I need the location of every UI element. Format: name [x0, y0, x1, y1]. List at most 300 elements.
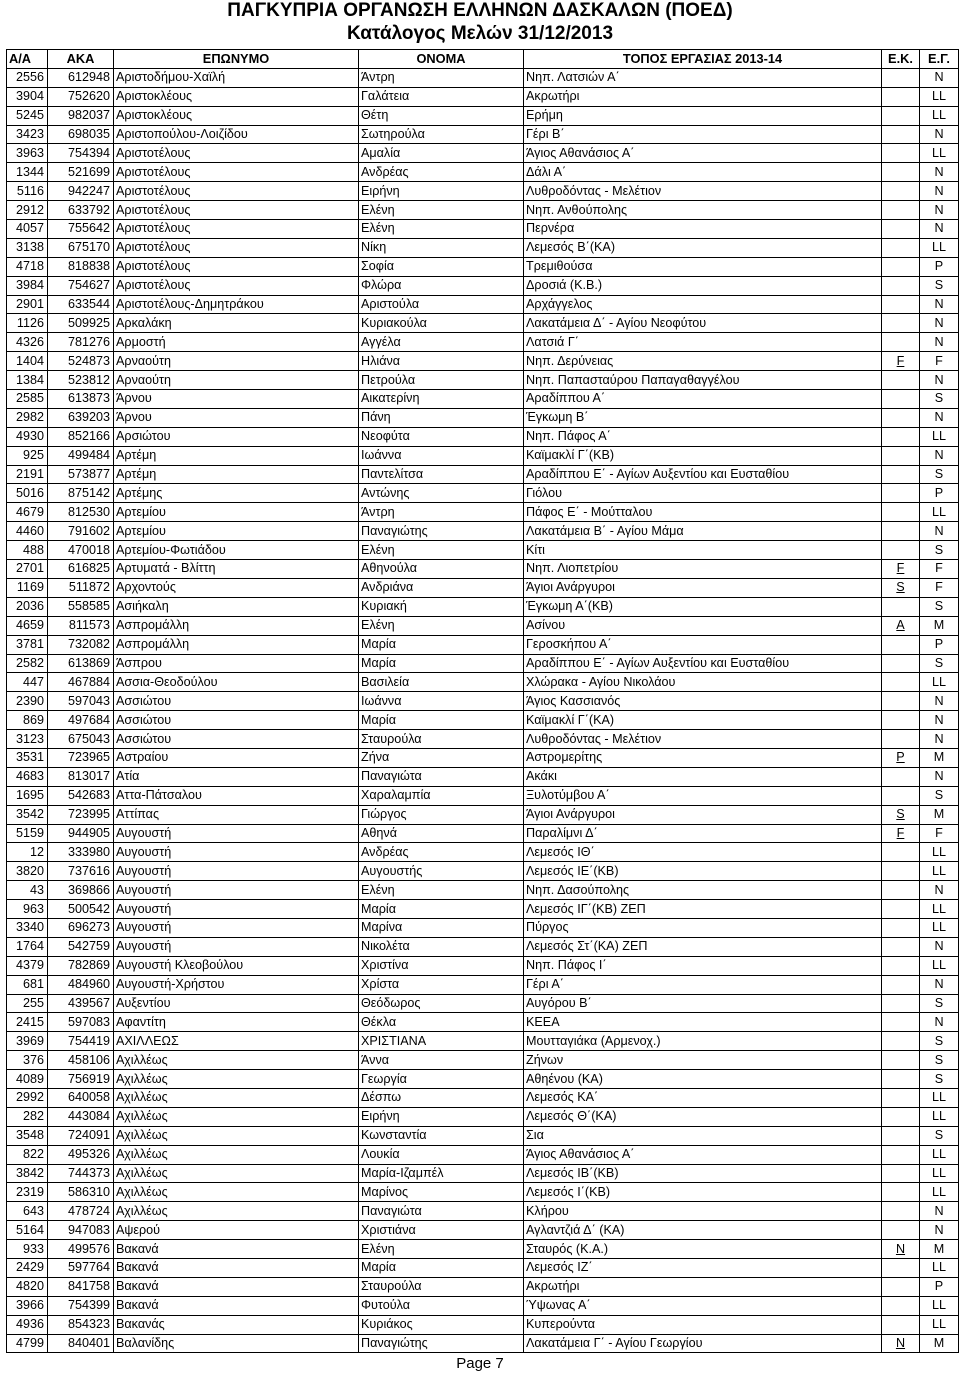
table-row: [7, 597, 959, 616]
cell-surname: Αριστοτέλους-Δημητράκου: [114, 295, 359, 314]
cell-surname: Αρτέμη: [114, 446, 359, 465]
cell-surname: Ασσιώτου: [114, 730, 359, 749]
cell-ek: [882, 900, 920, 919]
cell-ek: [882, 730, 920, 749]
table-row: [7, 635, 959, 654]
cell-name: Ανδρέας: [359, 163, 524, 182]
table-row: [7, 843, 959, 862]
cell-ek: [882, 106, 920, 125]
table-row: [7, 1259, 959, 1278]
cell-eg: S: [920, 654, 959, 673]
cell-ek: [882, 843, 920, 862]
table-row: [7, 862, 959, 881]
cell-workplace: Άγιοι Ανάργυροι: [524, 578, 882, 597]
cell-workplace: Λεμεσός ΚΑ΄: [524, 1088, 882, 1107]
cell-eg: N: [920, 333, 959, 352]
cell-aa: 3963: [7, 144, 48, 163]
cell-name: Μαρία: [359, 635, 524, 654]
cell-surname: Αρτεμίου: [114, 522, 359, 541]
cell-aka: 470018: [48, 541, 114, 560]
cell-ek: [882, 1183, 920, 1202]
cell-aka: 854323: [48, 1315, 114, 1334]
cell-aa: 282: [7, 1107, 48, 1126]
cell-surname: Αριστοπούλου-Λοιζίδου: [114, 125, 359, 144]
cell-workplace: Αραδίππου Ε΄ - Αγίων Αυξεντίου και Ευσταθίου: [524, 654, 882, 673]
cell-eg: F: [920, 824, 959, 843]
col-header-eg: Ε.Γ.: [920, 50, 959, 69]
cell-name: Πάνη: [359, 408, 524, 427]
cell-aka: 754394: [48, 144, 114, 163]
cell-surname: Αυγουστή: [114, 843, 359, 862]
cell-name: Χρίστα: [359, 975, 524, 994]
cell-workplace: Λυθροδόντας - Μελέτιον: [524, 182, 882, 201]
cell-workplace: Γέρι Α΄: [524, 975, 882, 994]
cell-name: Ελένη: [359, 616, 524, 635]
cell-aka: 573877: [48, 465, 114, 484]
cell-eg: LL: [920, 956, 959, 975]
cell-eg: N: [920, 371, 959, 390]
cell-ek: [882, 1070, 920, 1089]
cell-ek: [882, 522, 920, 541]
cell-aa: 3542: [7, 805, 48, 824]
cell-name: Μαρίνα: [359, 918, 524, 937]
table-row: [7, 1334, 959, 1353]
cell-eg: S: [920, 1126, 959, 1145]
cell-surname: Αχιλλέως: [114, 1126, 359, 1145]
cell-aa: 2701: [7, 560, 48, 579]
cell-aka: 458106: [48, 1051, 114, 1070]
cell-aka: 723995: [48, 805, 114, 824]
table-row: [7, 541, 959, 560]
cell-aa: 4659: [7, 616, 48, 635]
cell-name: Γεωργία: [359, 1070, 524, 1089]
cell-ek: N: [882, 1240, 920, 1259]
cell-ek: [882, 125, 920, 144]
table-row: [7, 673, 959, 692]
cell-name: Νεοφύτα: [359, 427, 524, 446]
cell-workplace: Λεμεσός Θ΄(ΚΑ): [524, 1107, 882, 1126]
cell-name: Ιωάννα: [359, 446, 524, 465]
cell-aa: 3340: [7, 918, 48, 937]
cell-aa: 2992: [7, 1088, 48, 1107]
cell-workplace: Δροσιά (Κ.Β.): [524, 276, 882, 295]
cell-aa: 2585: [7, 390, 48, 409]
cell-surname: Αρκαλάκη: [114, 314, 359, 333]
cell-aka: 497684: [48, 711, 114, 730]
cell-surname: Αρτυματά - Βλίττη: [114, 560, 359, 579]
cell-surname: Αυγουστή: [114, 862, 359, 881]
cell-ek: [882, 1126, 920, 1145]
cell-name: Σωτηρούλα: [359, 125, 524, 144]
cell-workplace: Αστρομερίτης: [524, 748, 882, 767]
cell-aa: 3984: [7, 276, 48, 295]
table-row: [7, 1070, 959, 1089]
cell-aa: 4718: [7, 257, 48, 276]
cell-aa: 3820: [7, 862, 48, 881]
cell-workplace: Χλώρακα - Αγίου Νικολάου: [524, 673, 882, 692]
col-header-surname: ΕΠΩΝΥΜΟ: [114, 50, 359, 69]
table-row: [7, 465, 959, 484]
cell-ek: [882, 786, 920, 805]
cell-eg: N: [920, 767, 959, 786]
table-row: [7, 68, 959, 87]
cell-eg: N: [920, 692, 959, 711]
cell-ek: [882, 597, 920, 616]
cell-eg: LL: [920, 427, 959, 446]
cell-name: Ανδριάνα: [359, 578, 524, 597]
cell-aa: 2390: [7, 692, 48, 711]
cell-workplace: Ερήμη: [524, 106, 882, 125]
cell-surname: Αρμοστή: [114, 333, 359, 352]
table-row: [7, 900, 959, 919]
cell-workplace: Λακατάμεια Γ΄ - Αγίου Γεωργίου: [524, 1334, 882, 1353]
cell-aka: 521699: [48, 163, 114, 182]
cell-eg: LL: [920, 918, 959, 937]
cell-eg: N: [920, 881, 959, 900]
cell-name: Μαρίνος: [359, 1183, 524, 1202]
cell-surname: Ασιήκαλη: [114, 597, 359, 616]
cell-eg: M: [920, 1240, 959, 1259]
cell-eg: N: [920, 163, 959, 182]
cell-eg: N: [920, 201, 959, 220]
cell-surname: Ασπρομάλλη: [114, 635, 359, 654]
cell-workplace: Λυθροδόντας - Μελέτιον: [524, 730, 882, 749]
table-row: [7, 654, 959, 673]
page-number: Page 7: [456, 1355, 504, 1372]
cell-eg: P: [920, 257, 959, 276]
cell-ek: [882, 1221, 920, 1240]
cell-surname: Αριστοτέλους: [114, 276, 359, 295]
cell-aka: 812530: [48, 503, 114, 522]
cell-eg: S: [920, 1032, 959, 1051]
cell-ek: [882, 465, 920, 484]
cell-surname: Βακανάς: [114, 1315, 359, 1334]
table-row: [7, 1013, 959, 1032]
cell-name: Φλώρα: [359, 276, 524, 295]
cell-surname: Ασσιώτου: [114, 711, 359, 730]
cell-aa: 4089: [7, 1070, 48, 1089]
cell-eg: LL: [920, 1088, 959, 1107]
cell-aka: 744373: [48, 1164, 114, 1183]
cell-workplace: Αυγόρου Β΄: [524, 994, 882, 1013]
cell-surname: Αριστοτέλους: [114, 257, 359, 276]
cell-aka: 754399: [48, 1296, 114, 1315]
cell-workplace: Λεμεσός ΙΕ΄(ΚΒ): [524, 862, 882, 881]
cell-workplace: Άγιος Κασσιανός: [524, 692, 882, 711]
table-row: [7, 1183, 959, 1202]
cell-eg: S: [920, 390, 959, 409]
cell-workplace: Αραδίππου Α΄: [524, 390, 882, 409]
cell-ek: [882, 862, 920, 881]
cell-aa: 643: [7, 1202, 48, 1221]
cell-name: Παντελίτσα: [359, 465, 524, 484]
cell-aa: 1764: [7, 937, 48, 956]
cell-name: Αθηνούλα: [359, 560, 524, 579]
table-row: [7, 371, 959, 390]
cell-ek: [882, 541, 920, 560]
cell-surname: Αριστοκλέους: [114, 106, 359, 125]
cell-eg: S: [920, 541, 959, 560]
col-header-aa: Α/Α: [7, 50, 48, 69]
cell-workplace: Άγιος Αθανάσιος Α΄: [524, 144, 882, 163]
cell-surname: Βακανά: [114, 1240, 359, 1259]
cell-eg: S: [920, 994, 959, 1013]
table-row: [7, 956, 959, 975]
cell-workplace: Νηπ. Πάφος Ι΄: [524, 956, 882, 975]
cell-aka: 597043: [48, 692, 114, 711]
cell-ek: A: [882, 616, 920, 635]
cell-name: Ελένη: [359, 541, 524, 560]
cell-ek: [882, 276, 920, 295]
cell-eg: N: [920, 1221, 959, 1240]
cell-surname: Αψερού: [114, 1221, 359, 1240]
table-row: [7, 730, 959, 749]
cell-ek: [882, 1259, 920, 1278]
table-row: [7, 748, 959, 767]
cell-aka: 613869: [48, 654, 114, 673]
cell-name: Δέσπω: [359, 1088, 524, 1107]
cell-ek: [882, 503, 920, 522]
table-row: [7, 1145, 959, 1164]
cell-aka: 841758: [48, 1277, 114, 1296]
cell-name: Κυριάκος: [359, 1315, 524, 1334]
cell-surname: Αυξεντίου: [114, 994, 359, 1013]
cell-aa: 963: [7, 900, 48, 919]
cell-workplace: Άγιος Αθανάσιος Α΄: [524, 1145, 882, 1164]
table-row: [7, 1277, 959, 1296]
cell-aka: 542683: [48, 786, 114, 805]
cell-ek: [882, 711, 920, 730]
cell-ek: [882, 257, 920, 276]
cell-aka: 675170: [48, 238, 114, 257]
cell-workplace: Νηπ. Λατσιών Α΄: [524, 68, 882, 87]
col-header-workplace: ΤΟΠΟΣ ΕΡΓΑΣΙΑΣ 2013-14: [524, 50, 882, 69]
cell-eg: N: [920, 446, 959, 465]
cell-surname: Αριστοτέλους: [114, 163, 359, 182]
cell-ek: [882, 881, 920, 900]
cell-eg: N: [920, 1013, 959, 1032]
cell-surname: Βαλανίδης: [114, 1334, 359, 1353]
cell-aa: 822: [7, 1145, 48, 1164]
cell-aa: 5164: [7, 1221, 48, 1240]
cell-aa: 3842: [7, 1164, 48, 1183]
cell-ek: [882, 1051, 920, 1070]
cell-surname: Ασσια-Θεοδούλου: [114, 673, 359, 692]
cell-name: Γιώργος: [359, 805, 524, 824]
cell-workplace: Γιόλου: [524, 484, 882, 503]
cell-eg: LL: [920, 1183, 959, 1202]
cell-name: Χριστιάνα: [359, 1221, 524, 1240]
cell-eg: N: [920, 975, 959, 994]
cell-ek: [882, 673, 920, 692]
table-row: [7, 711, 959, 730]
cell-workplace: Ξυλοτύμβου Α΄: [524, 786, 882, 805]
cell-workplace: Σταυρός (Κ.Α.): [524, 1240, 882, 1259]
cell-aka: 696273: [48, 918, 114, 937]
cell-workplace: Κυπερούντα: [524, 1315, 882, 1334]
cell-aka: 732082: [48, 635, 114, 654]
table-row: [7, 1240, 959, 1259]
cell-ek: S: [882, 578, 920, 597]
cell-workplace: Νηπ. Ανθούπολης: [524, 201, 882, 220]
cell-ek: [882, 692, 920, 711]
cell-eg: S: [920, 786, 959, 805]
cell-aka: 509925: [48, 314, 114, 333]
table-row: [7, 408, 959, 427]
cell-workplace: Ακρωτήρι: [524, 1277, 882, 1296]
cell-surname: Αριστοκλέους: [114, 87, 359, 106]
table-row: [7, 994, 959, 1013]
cell-name: Χαραλαμπία: [359, 786, 524, 805]
cell-surname: Αριστοτέλους: [114, 182, 359, 201]
cell-eg: N: [920, 182, 959, 201]
cell-surname: Ασπρομάλλη: [114, 616, 359, 635]
cell-ek: [882, 1202, 920, 1221]
table-row: [7, 125, 959, 144]
cell-workplace: Πάφος Ε΄ - Μούτταλου: [524, 503, 882, 522]
cell-name: Άντρη: [359, 68, 524, 87]
cell-ek: [882, 144, 920, 163]
cell-surname: Αυγουστή: [114, 824, 359, 843]
cell-aka: 723965: [48, 748, 114, 767]
table-row: [7, 446, 959, 465]
cell-surname: Αχιλλέως: [114, 1088, 359, 1107]
cell-workplace: Κίτι: [524, 541, 882, 560]
cell-surname: Αρναούτη: [114, 371, 359, 390]
cell-surname: Αριστοτέλους: [114, 144, 359, 163]
cell-workplace: Λεμεσός ΙΒ΄(ΚΒ): [524, 1164, 882, 1183]
cell-workplace: Νηπ. Δερύνειας: [524, 352, 882, 371]
cell-ek: [882, 314, 920, 333]
cell-aa: 3548: [7, 1126, 48, 1145]
cell-aka: 633544: [48, 295, 114, 314]
cell-aa: 3423: [7, 125, 48, 144]
cell-aka: 558585: [48, 597, 114, 616]
cell-aa: 1695: [7, 786, 48, 805]
cell-eg: N: [920, 68, 959, 87]
cell-surname: Αρτέμης: [114, 484, 359, 503]
table-row: [7, 314, 959, 333]
document-title: ΠΑΓΚΥΠΡΙΑ ΟΡΓΑΝΩΣΗ ΕΛΛΗΝΩΝ ΔΑΣΚΑΛΩΝ (ΠΟΕΔ): [227, 0, 733, 21]
cell-ek: F: [882, 560, 920, 579]
cell-aka: 439567: [48, 994, 114, 1013]
table-header: [7, 50, 959, 69]
table-body: [7, 68, 959, 1353]
cell-surname: Αριστοτέλους: [114, 238, 359, 257]
cell-aka: 524873: [48, 352, 114, 371]
cell-eg: M: [920, 805, 959, 824]
cell-aa: 4679: [7, 503, 48, 522]
cell-workplace: Ύψωνας Α΄: [524, 1296, 882, 1315]
cell-ek: [882, 956, 920, 975]
cell-aa: 43: [7, 881, 48, 900]
cell-aka: 511872: [48, 578, 114, 597]
cell-eg: F: [920, 352, 959, 371]
cell-ek: [882, 220, 920, 239]
table-row: [7, 87, 959, 106]
cell-aka: 755642: [48, 220, 114, 239]
cell-aa: 3123: [7, 730, 48, 749]
cell-surname: Ατία: [114, 767, 359, 786]
cell-aka: 756919: [48, 1070, 114, 1089]
cell-eg: N: [920, 1202, 959, 1221]
cell-ek: [882, 1032, 920, 1051]
cell-name: Αθηνά: [359, 824, 524, 843]
cell-workplace: Καϊμακλί Γ΄(ΚΒ): [524, 446, 882, 465]
cell-eg: LL: [920, 238, 959, 257]
table-row: [7, 1202, 959, 1221]
table-row: [7, 333, 959, 352]
cell-workplace: Σια: [524, 1126, 882, 1145]
table-row: [7, 220, 959, 239]
cell-ek: F: [882, 352, 920, 371]
cell-aa: 4820: [7, 1277, 48, 1296]
cell-name: Μαρία-Ιζαμπέλ: [359, 1164, 524, 1183]
cell-surname: Αυγουστή: [114, 937, 359, 956]
cell-eg: N: [920, 220, 959, 239]
cell-surname: Αχιλλέως: [114, 1202, 359, 1221]
cell-aa: 1384: [7, 371, 48, 390]
cell-aa: 255: [7, 994, 48, 1013]
col-header-ek: Ε.Κ.: [882, 50, 920, 69]
cell-aka: 484960: [48, 975, 114, 994]
cell-aa: 5159: [7, 824, 48, 843]
cell-ek: [882, 1277, 920, 1296]
cell-name: Ελένη: [359, 220, 524, 239]
cell-aa: 4683: [7, 767, 48, 786]
table-row: [7, 824, 959, 843]
table-row: [7, 257, 959, 276]
cell-ek: [882, 994, 920, 1013]
table-row: [7, 937, 959, 956]
cell-ek: [882, 295, 920, 314]
cell-aa: 3138: [7, 238, 48, 257]
cell-aka: 791602: [48, 522, 114, 541]
cell-eg: LL: [920, 1164, 959, 1183]
cell-name: Κωνσταντία: [359, 1126, 524, 1145]
cell-name: Ανδρέας: [359, 843, 524, 862]
cell-eg: M: [920, 1334, 959, 1353]
table-row: [7, 1032, 959, 1051]
cell-ek: [882, 1013, 920, 1032]
table-row: [7, 1296, 959, 1315]
cell-surname: Βακανά: [114, 1259, 359, 1278]
cell-aka: 597083: [48, 1013, 114, 1032]
cell-aka: 944905: [48, 824, 114, 843]
cell-workplace: Αρχάγγελος: [524, 295, 882, 314]
cell-aka: 523812: [48, 371, 114, 390]
cell-surname: Ασσιώτου: [114, 692, 359, 711]
cell-workplace: Περνέρα: [524, 220, 882, 239]
cell-workplace: Νηπ. Δασούπολης: [524, 881, 882, 900]
cell-aa: 4460: [7, 522, 48, 541]
cell-workplace: Λακατάμεια Δ΄ - Αγίου Νεοφύτου: [524, 314, 882, 333]
table-row: [7, 767, 959, 786]
cell-aka: 639203: [48, 408, 114, 427]
cell-surname: Αρχοντούς: [114, 578, 359, 597]
table-row: [7, 106, 959, 125]
table-row: [7, 201, 959, 220]
cell-ek: [882, 484, 920, 503]
cell-aka: 754419: [48, 1032, 114, 1051]
cell-name: Σταυρούλα: [359, 1277, 524, 1296]
cell-name: Θεόδωρος: [359, 994, 524, 1013]
cell-surname: Αριστοτέλους: [114, 220, 359, 239]
cell-aka: 640058: [48, 1088, 114, 1107]
cell-ek: [882, 1296, 920, 1315]
table-row: [7, 1221, 959, 1240]
cell-surname: Αττα-Πάτσαλου: [114, 786, 359, 805]
